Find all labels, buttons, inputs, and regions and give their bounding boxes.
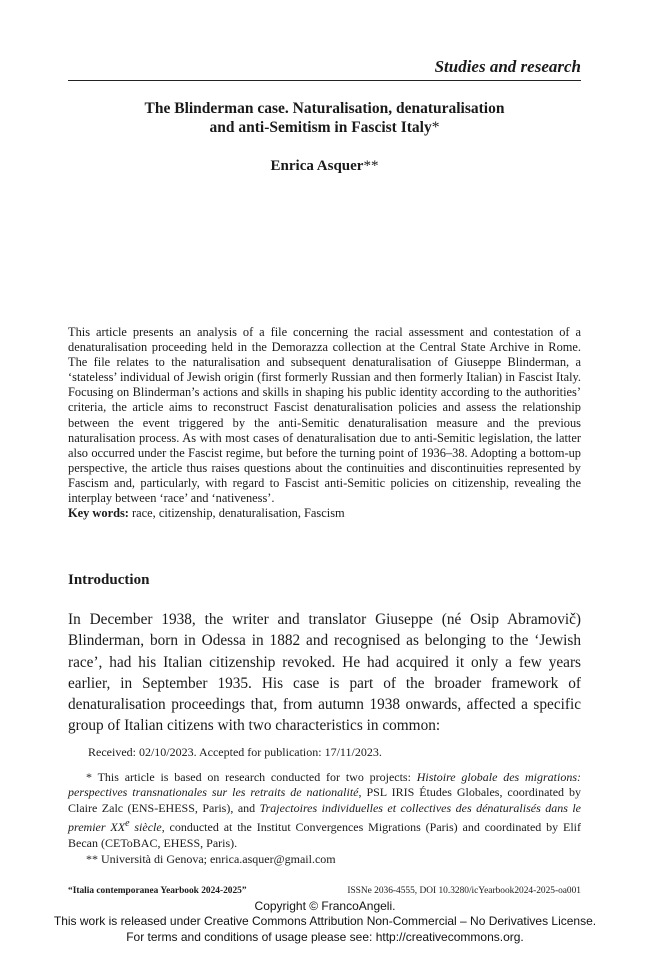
introduction-paragraph: In December 1938, the writer and translator Giuseppe (né Osip Abramovič) Blinderman, born in Odessa in 1882 and recognised as belonging to the ‘Jewish race’, had his Italian citizenship revoked. He had acquired it only a few years earlier, in September 1935. His case is part of the broader framework of denaturalisation proceedings that, from autumn 1938 onwards, affected a specific group of Italian citizens with two characteristics in common: (68, 611, 581, 735)
abstract (68, 325, 581, 521)
footnotes (68, 745, 581, 867)
fn1-part-f: , conducted at the Institut Convergences Migrations (Paris) and coordinated by Elif Becan (CEToBAC, EHESS, Paris). (68, 820, 581, 850)
author-text: Enrica Asquer (270, 158, 364, 174)
fn1-superscript: e (125, 818, 130, 830)
license-block (0, 899, 650, 945)
fn1-project-1: Histoire globale des migrations: perspectives transnationales sur les retraits de nationalité (68, 769, 581, 800)
title-footnote-mark[interactable]: * (431, 119, 440, 136)
journal-footer (68, 886, 581, 896)
journal-name: “Italia contemporanea Yearbook 2024-2025” (68, 886, 247, 896)
title-line-2-text: and anti-Semitism in Fascist Italy (209, 119, 432, 136)
article-title (68, 99, 581, 137)
copyright-line: Copyright © FrancoAngeli. (254, 899, 396, 913)
keywords (68, 506, 581, 521)
keywords-label: Key words: (68, 506, 129, 521)
abstract-text: This article presents an analysis of a file concerning the racial assessment and contestation of a denaturalisation proceeding held in the Demorazza collection at the Central State Archive in Rome. The file relates to the naturalisation and subsequent denaturalisation of Giuseppe Blinderman, a ‘stateless’ individual of Jewish origin (first formerly Russian and then formerly Italian) in Fascist Italy. Focusing on Blinderman’s actions and skills in shaping his public identity according to the authorities’ criteria, the article aims to reconstruct Fascist denaturalisation policies and assess the relationship between the event triggered by the anti-Semitic denaturalisation measure and the previous naturalisation process. As with most cases of denaturalisation due to anti-Semitic legislation, the latter also occurred under the Fascist regime, but before the turning point of 1936–38. Adopting a bottom-up perspective, the article thus raises questions about the continuities and discontinuities represented by Fascism and, particularly, with regard to Fascist anti-Semitic policies on citizenship, revealing the interplay between ‘race’ and ‘nativeness’. (68, 325, 581, 506)
author-footnote-mark[interactable]: ** (363, 158, 379, 174)
fn1-project-2-end: siècle (129, 820, 162, 835)
received-date: Received: 02/10/2023. Accepted for publication: 17/11/2023. (88, 745, 382, 759)
introduction-heading: Introduction (68, 572, 150, 588)
introduction-body (68, 609, 581, 737)
fn1-part-a: * This article is based on research conducted for two projects: (86, 769, 417, 784)
license-line: This work is released under Creative Commons Attribution Non-Commercial – No Derivatives License. (53, 914, 597, 929)
title-line-1: The Blinderman case. Naturalisation, denaturalisation (144, 100, 505, 117)
fn1-project-2-text: Trajectoires individuelles et collectives des dénaturalisés dans le premier XX (68, 800, 581, 835)
title-line-2 (68, 118, 581, 137)
header-rule (68, 80, 581, 81)
fn1-part-c: , PSL IRIS Études Globales, coordinated by Claire Zalc (ENS-EHESS, Paris), and (68, 785, 581, 815)
footnote-1 (68, 770, 581, 852)
keywords-list: race, citizenship, denaturalisation, Fascism (128, 506, 345, 521)
section-heading: Studies and research (434, 57, 581, 76)
issn-doi: ISSNe 2036-4555, DOI 10.3280/icYearbook2024-2025-oa001 (347, 886, 581, 896)
terms-line: For terms and conditions of usage please see: http://creativecommons.org. (126, 929, 524, 944)
footnote-2: ** Università di Genova; enrica.asquer@gmail.com (86, 851, 336, 866)
author-name (68, 158, 581, 175)
